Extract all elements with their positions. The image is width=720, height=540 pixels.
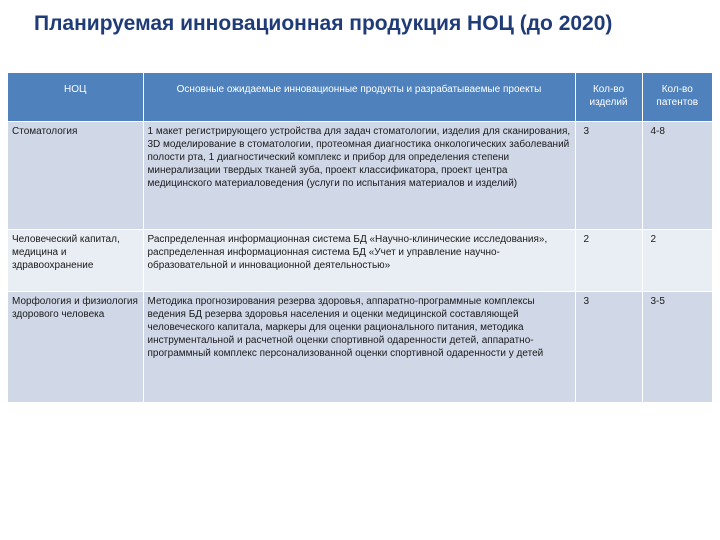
page-title: Планируемая инновационная продукция НОЦ (до 2020)	[34, 12, 613, 35]
header-patents-count: Кол-во патентов	[642, 73, 712, 122]
cell-items-count: 3	[575, 122, 642, 230]
cell-patents-count: 2	[642, 230, 712, 292]
table-row	[8, 122, 712, 230]
cell-items-count: 3	[575, 292, 642, 402]
table-row	[8, 230, 712, 292]
header-noc: НОЦ	[8, 73, 143, 122]
table-row	[8, 292, 712, 402]
cell-items-count: 2	[575, 230, 642, 292]
header-products: Основные ожидаемые инновационные продукты и разрабатываемые проекты	[143, 73, 575, 122]
cell-noc: Морфология и физиология здорового человека	[8, 292, 143, 402]
innovation-products-table	[8, 73, 712, 402]
cell-products: Методика прогнозирования резерва здоровья, аппаратно-программные комплексы ведения БД резерва здоровья населения и оценки медицинской составляющей человеческого капитала, маркеры для оценки рационального питания, методика инструментальной и расчетной оценки спортивной одаренности детей, аппаратно-программный комплекс персонализованной оценки спортивной одаренности у детей	[143, 292, 575, 402]
table-header-row	[8, 73, 712, 122]
cell-noc: Человеческий капитал, медицина и здравоохранение	[8, 230, 143, 292]
cell-patents-count: 3-5	[642, 292, 712, 402]
cell-patents-count: 4-8	[642, 122, 712, 230]
cell-noc: Стоматология	[8, 122, 143, 230]
cell-products: Распределенная информационная система БД «Научно-клинические исследования», распределенная информационная система БД «Учет и управление научно-образовательной и инновационной деятельностью»	[143, 230, 575, 292]
header-items-count: Кол-во изделий	[575, 73, 642, 122]
cell-products: 1 макет регистрирующего устройства для задач стоматологии, изделия для сканирования, 3D моделирование в стоматологии, протеомная диагностика онкологических заболеваний полости рта, 1 диагностический комплекс и прибор для определения степени минерализации твердых тканей зуба, проект классификатора, проект центра медицинского материаловедения (услуги по испытания материалов и изделий)	[143, 122, 575, 230]
